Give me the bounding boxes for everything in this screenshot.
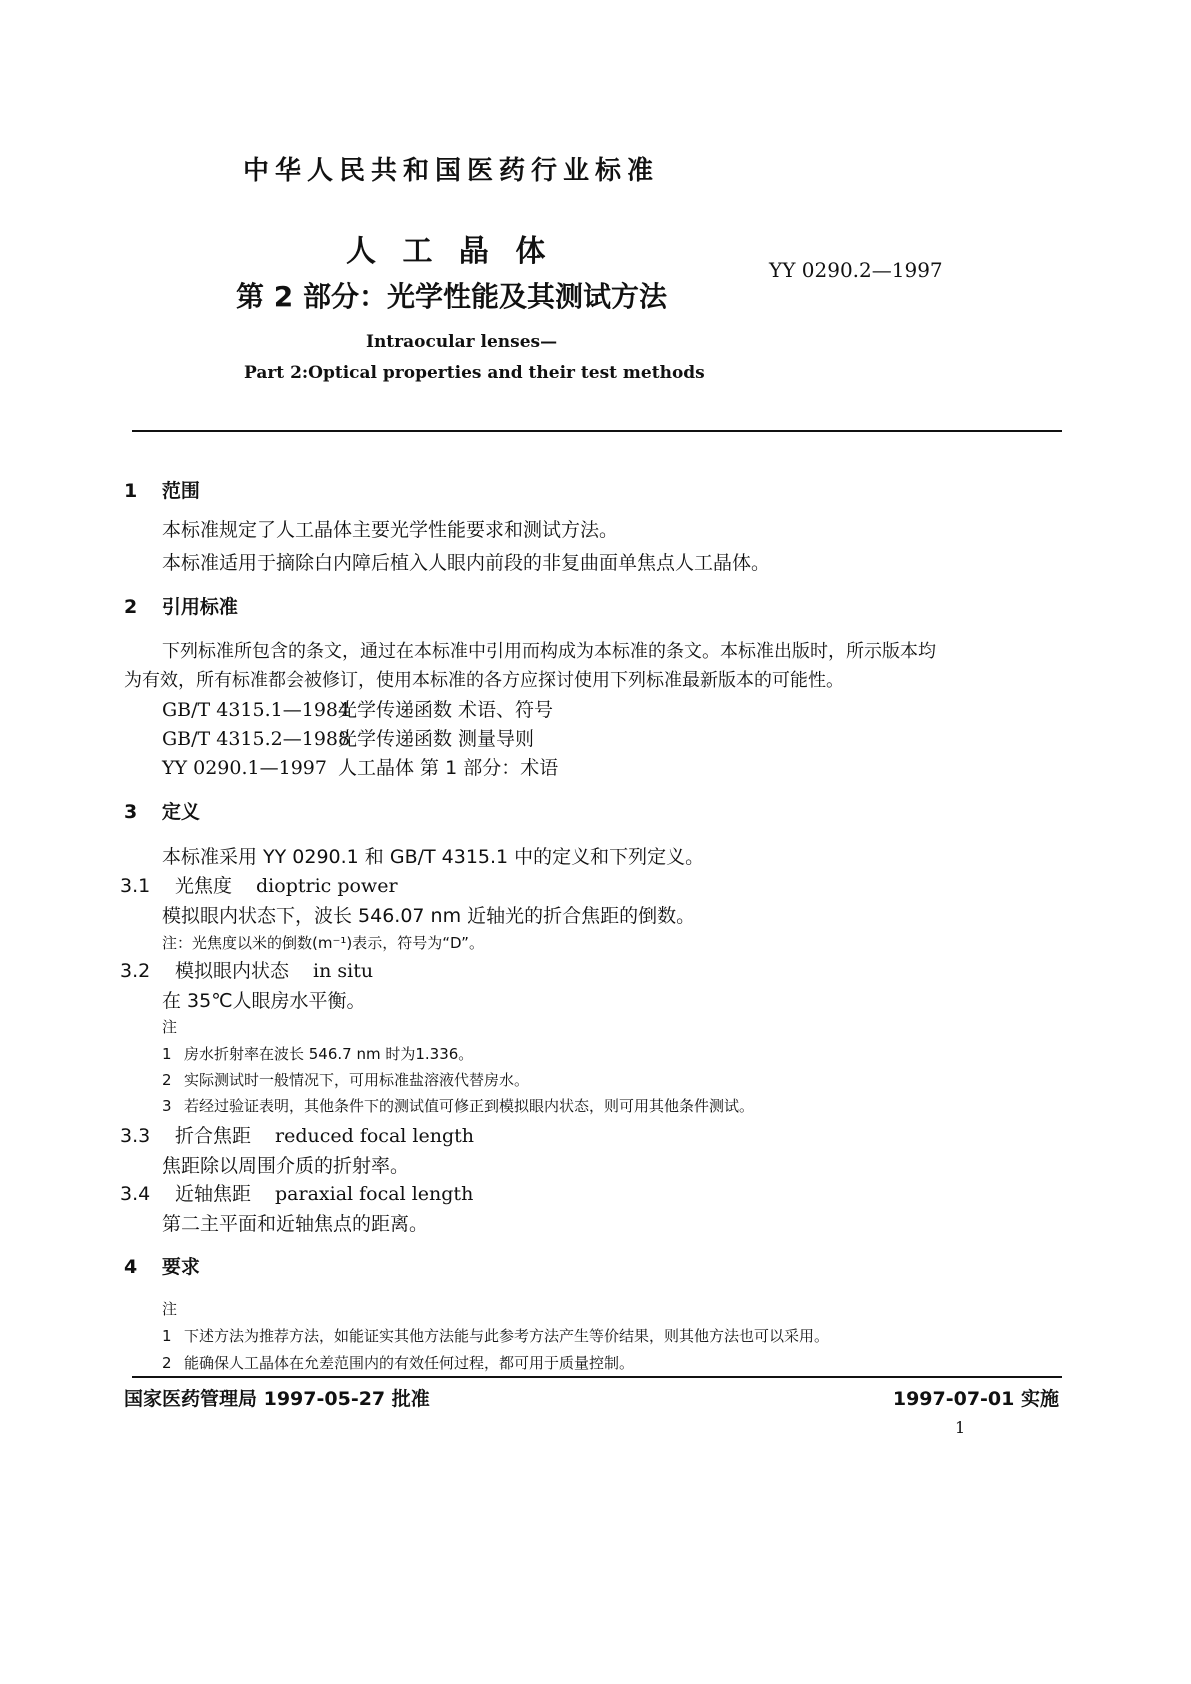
reference-title: 光学传递函数 测量导则	[338, 728, 535, 750]
definition-text: 在 35℃人眼房水平衡。	[162, 990, 366, 1012]
section-title: 引用标准	[161, 596, 238, 618]
term-english: paraxial focal length	[275, 1183, 474, 1205]
paragraph: 为有效，所有标准都会被修订，使用本标准的各方应探讨使用下列标准最新版本的可能性。	[124, 670, 844, 691]
section-title: 要求	[161, 1256, 200, 1278]
reference-title: 人工晶体 第 1 部分：术语	[338, 757, 559, 779]
term: 光焦度	[175, 875, 233, 897]
paragraph: 本标准规定了人工晶体主要光学性能要求和测试方法。	[162, 519, 619, 541]
note-number: 2	[162, 1354, 172, 1372]
note: 注：光焦度以米的倒数(m⁻¹)表示，符号为“D”。	[162, 934, 484, 952]
reference-row	[162, 724, 534, 751]
reference-row	[162, 695, 553, 722]
term-english: in situ	[313, 960, 374, 982]
english-title-line-2: Part 2:Optical properties and their test methods	[244, 363, 705, 383]
section-3-heading	[124, 797, 200, 824]
note-number: 3	[162, 1097, 172, 1115]
term: 近轴焦距	[175, 1183, 252, 1205]
reference-code: GB/T 4315.1—1984	[162, 699, 351, 721]
section-2-heading	[124, 592, 238, 619]
footer-divider	[132, 1376, 1062, 1378]
note-item	[162, 1043, 473, 1064]
section-title: 定义	[161, 801, 200, 823]
implementation-line: 1997-07-01 实施	[892, 1388, 1059, 1410]
note-text: 房水折射率在波长 546.7 nm 时为1.336。	[184, 1045, 474, 1063]
reference-code: YY 0290.1—1997	[162, 757, 327, 779]
clause-number: 3.4	[120, 1183, 151, 1205]
section-title: 范围	[161, 480, 200, 502]
reference-title: 光学传递函数 术语、符号	[338, 699, 554, 721]
document-subtitle: 第 2 部分：光学性能及其测试方法	[236, 280, 667, 313]
term-english: reduced focal length	[275, 1125, 474, 1147]
section-number: 3	[124, 801, 138, 823]
section-4-heading	[124, 1252, 200, 1279]
section-number: 4	[124, 1256, 138, 1278]
clause-number: 3.3	[120, 1125, 151, 1147]
paragraph: 本标准采用 YY 0290.1 和 GB/T 4315.1 中的定义和下列定义。	[162, 846, 705, 868]
reference-code: GB/T 4315.2—1988	[162, 728, 351, 750]
paragraph: 本标准适用于摘除白内障后植入人眼内前段的非复曲面单焦点人工晶体。	[162, 552, 771, 574]
english-title-line-1: Intraocular lenses—	[366, 332, 558, 352]
section-number: 1	[124, 480, 138, 502]
note-number: 1	[162, 1045, 172, 1063]
note-text: 实际测试时一般情况下，可用标准盐溶液代替房水。	[184, 1071, 530, 1089]
note-number: 1	[162, 1327, 172, 1345]
clause-number: 3.1	[120, 875, 151, 897]
standard-code: YY 0290.2—1997	[769, 258, 943, 282]
note-item	[162, 1069, 529, 1090]
term: 模拟眼内状态	[175, 960, 290, 982]
term-english: dioptric power	[256, 875, 398, 897]
section-number: 2	[124, 596, 138, 618]
definition-3-2	[120, 956, 373, 983]
approval-line: 国家医药管理局 1997-05-27 批准	[124, 1388, 430, 1410]
note-label: 注	[162, 1300, 178, 1318]
note-item	[162, 1352, 634, 1373]
header-divider	[132, 430, 1062, 432]
term: 折合焦距	[175, 1125, 252, 1147]
definition-text: 模拟眼内状态下，波长 546.07 nm 近轴光的折合焦距的倒数。	[162, 905, 696, 927]
paragraph: 下列标准所包含的条文，通过在本标准中引用而构成为本标准的条文。本标准出版时，所示版本均	[162, 641, 936, 662]
definition-text: 焦距除以周围介质的折射率。	[162, 1155, 410, 1177]
definition-text: 第二主平面和近轴焦点的距离。	[162, 1213, 429, 1235]
org-title: 中华人民共和国医药行业标准	[243, 156, 660, 186]
note-item	[162, 1325, 829, 1346]
note-text: 能确保人工晶体在允差范围内的有效任何过程，都可用于质量控制。	[184, 1354, 635, 1372]
note-number: 2	[162, 1071, 172, 1089]
note-text: 若经过验证表明，其他条件下的测试值可修正到模拟眼内状态，则可用其他条件测试。	[184, 1097, 755, 1115]
section-1-heading	[124, 476, 200, 503]
definition-3-3	[120, 1121, 474, 1148]
page-number: 1	[955, 1418, 966, 1437]
clause-number: 3.2	[120, 960, 151, 982]
definition-3-1	[120, 871, 398, 898]
document-title: 人 工 晶 体	[346, 234, 554, 269]
reference-row	[162, 753, 558, 780]
note-text: 下述方法为推荐方法，如能证实其他方法能与此参考方法产生等价结果，则其他方法也可以采用。	[184, 1327, 830, 1345]
definition-3-4	[120, 1179, 473, 1206]
note-item	[162, 1095, 754, 1116]
note-label: 注	[162, 1018, 178, 1036]
